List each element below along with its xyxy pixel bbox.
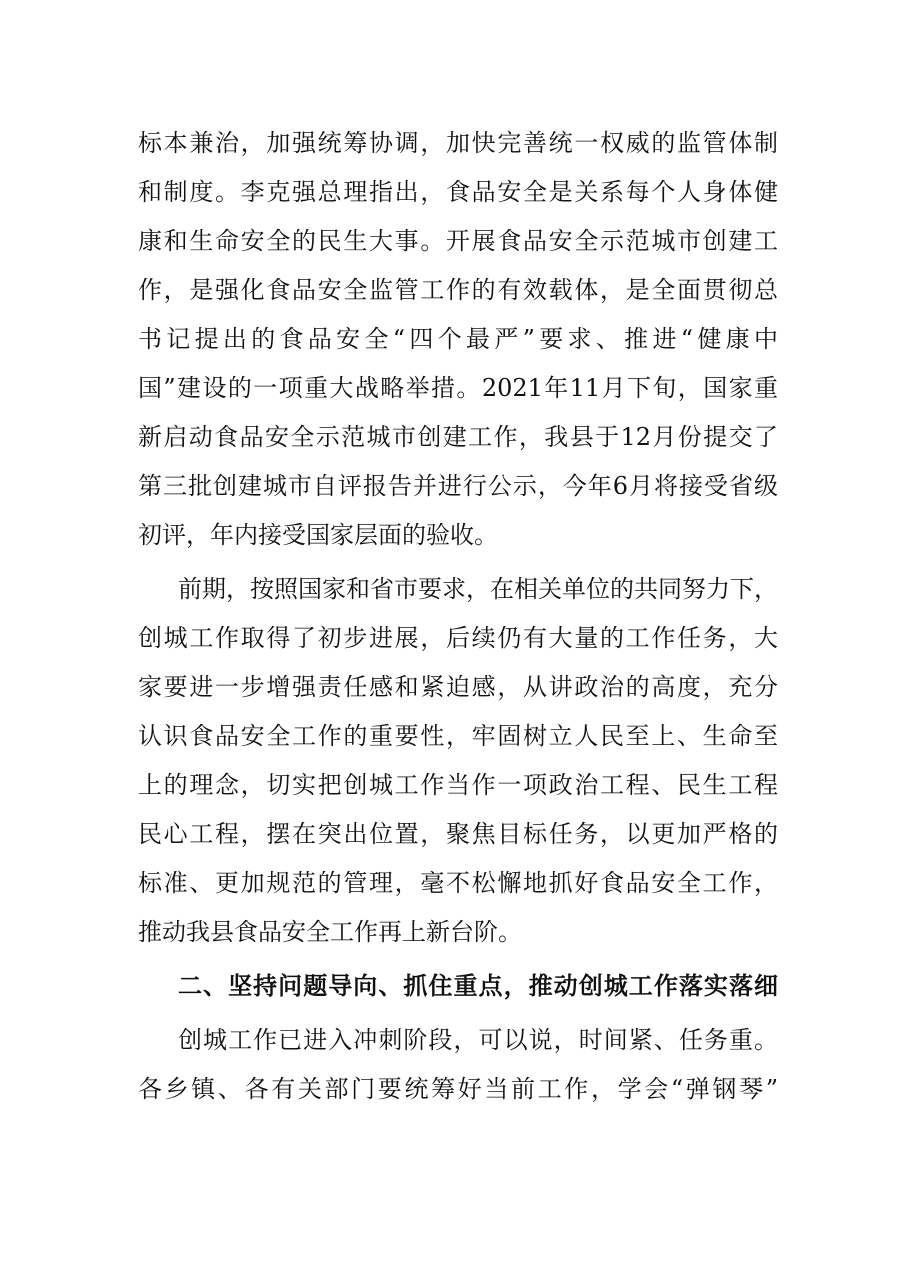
paragraph-2-line-3: 家要进一步增强责任感和紧迫感，从讲政治的高度，充分 — [138, 673, 778, 701]
paragraph-1-line-7: 新启动食品安全示范城市创建工作，我县于12月份提交了 — [138, 423, 778, 451]
paragraph-1-line-2: 和制度。李克强总理指出，食品安全是关系每个人身体健 — [138, 178, 778, 206]
paragraph-1-line-4: 作，是强化食品安全监管工作的有效载体，是全面贯彻总 — [138, 276, 778, 304]
paragraph-2-line-6: 民心工程，摆在突出位置，聚焦目标任务，以更加严格的 — [138, 820, 778, 848]
paragraph-2-line-4: 认识食品安全工作的重要性，牢固树立人民至上、生命至 — [138, 722, 778, 750]
paragraph-3-line-2: 各乡镇、各有关部门要统筹好当前工作，学会“弹钢琴” — [138, 1075, 778, 1103]
paragraph-1-line-5: 书记提出的食品安全“四个最严”要求、推进“健康中 — [138, 325, 778, 353]
paragraph-1-line-9: 初评，年内接受国家层面的验收。 — [138, 521, 498, 549]
paragraph-3-line-1: 创城工作已进入冲刺阶段，可以说，时间紧、任务重。 — [178, 1026, 778, 1054]
section-heading: 二、坚持问题导向、抓住重点，推动创城工作落实落细 — [178, 972, 778, 1000]
paragraph-2-line-5: 上的理念，切实把创城工作当作一项政治工程、民生工程 — [138, 771, 778, 799]
paragraph-2-line-7: 标准、更加规范的管理，毫不松懈地抓好食品安全工作， — [138, 869, 778, 897]
paragraph-1-line-1: 标本兼治，加强统筹协调，加快完善统一权威的监管体制 — [138, 129, 778, 157]
paragraph-1-line-6: 国”建设的一项重大战略举措。2021年11月下旬，国家重 — [138, 374, 778, 402]
paragraph-2-line-1: 前期，按照国家和省市要求，在相关单位的共同努力下， — [178, 575, 778, 603]
paragraph-2-line-2: 创城工作取得了初步进展，后续仍有大量的工作任务，大 — [138, 624, 778, 652]
paragraph-1-line-3: 康和生命安全的民生大事。开展食品安全示范城市创建工 — [138, 227, 778, 255]
paragraph-1-line-8: 第三批创建城市自评报告并进行公示，今年6月将接受省级 — [138, 472, 778, 500]
paragraph-2-line-8: 推动我县食品安全工作再上新台阶。 — [138, 918, 522, 946]
